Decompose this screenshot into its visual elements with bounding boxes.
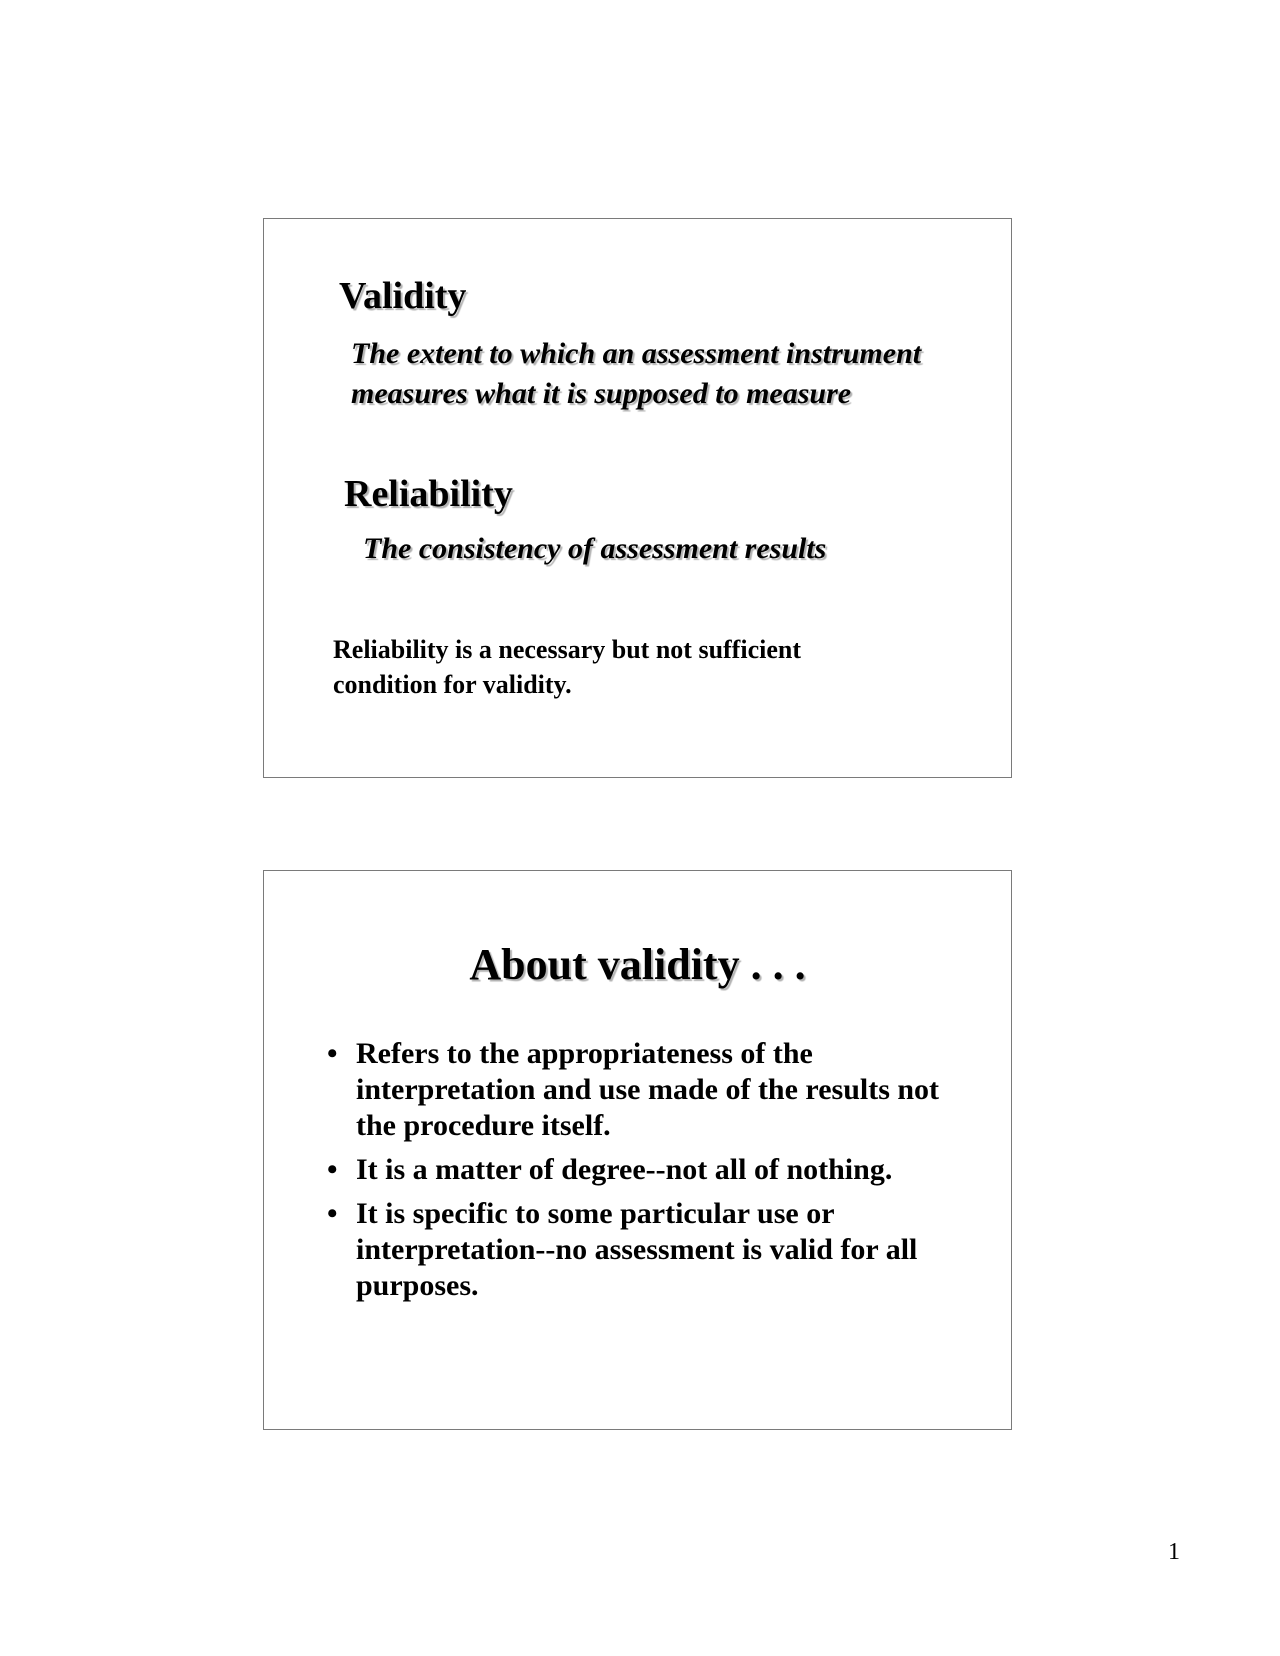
slide-about-validity [263,870,1012,1430]
validity-heading: Validity [339,275,467,317]
bullet-text: Refers to the appropriateness of the interpretation and use made of the results not the procedure itself. [356,1037,940,1142]
bullet-icon: • [327,1153,338,1186]
slide-validity-reliability [263,218,1012,778]
bullet-icon: • [327,1037,338,1070]
reliability-heading: Reliability [344,473,513,515]
bullet-item [327,1196,967,1304]
page-number: 1 [1168,1539,1180,1565]
slide-title: About validity . . . [469,940,806,989]
bullet-text: It is a matter of degree--not all of nothing. [356,1153,893,1186]
reliability-validity-note: Reliability is a necessary but not sufficient condition for validity. [333,635,801,699]
bullet-item [327,1036,967,1144]
bullet-list [327,1036,967,1312]
validity-definition: The extent to which an assessment instrument measures what it is supposed to measure [351,337,922,410]
reliability-definition: The consistency of assessment results [363,532,827,565]
bullet-text: It is specific to some particular use or interpretation--no assessment is valid for all purposes. [356,1197,918,1302]
bullet-icon: • [327,1197,338,1230]
bullet-item [327,1152,967,1188]
